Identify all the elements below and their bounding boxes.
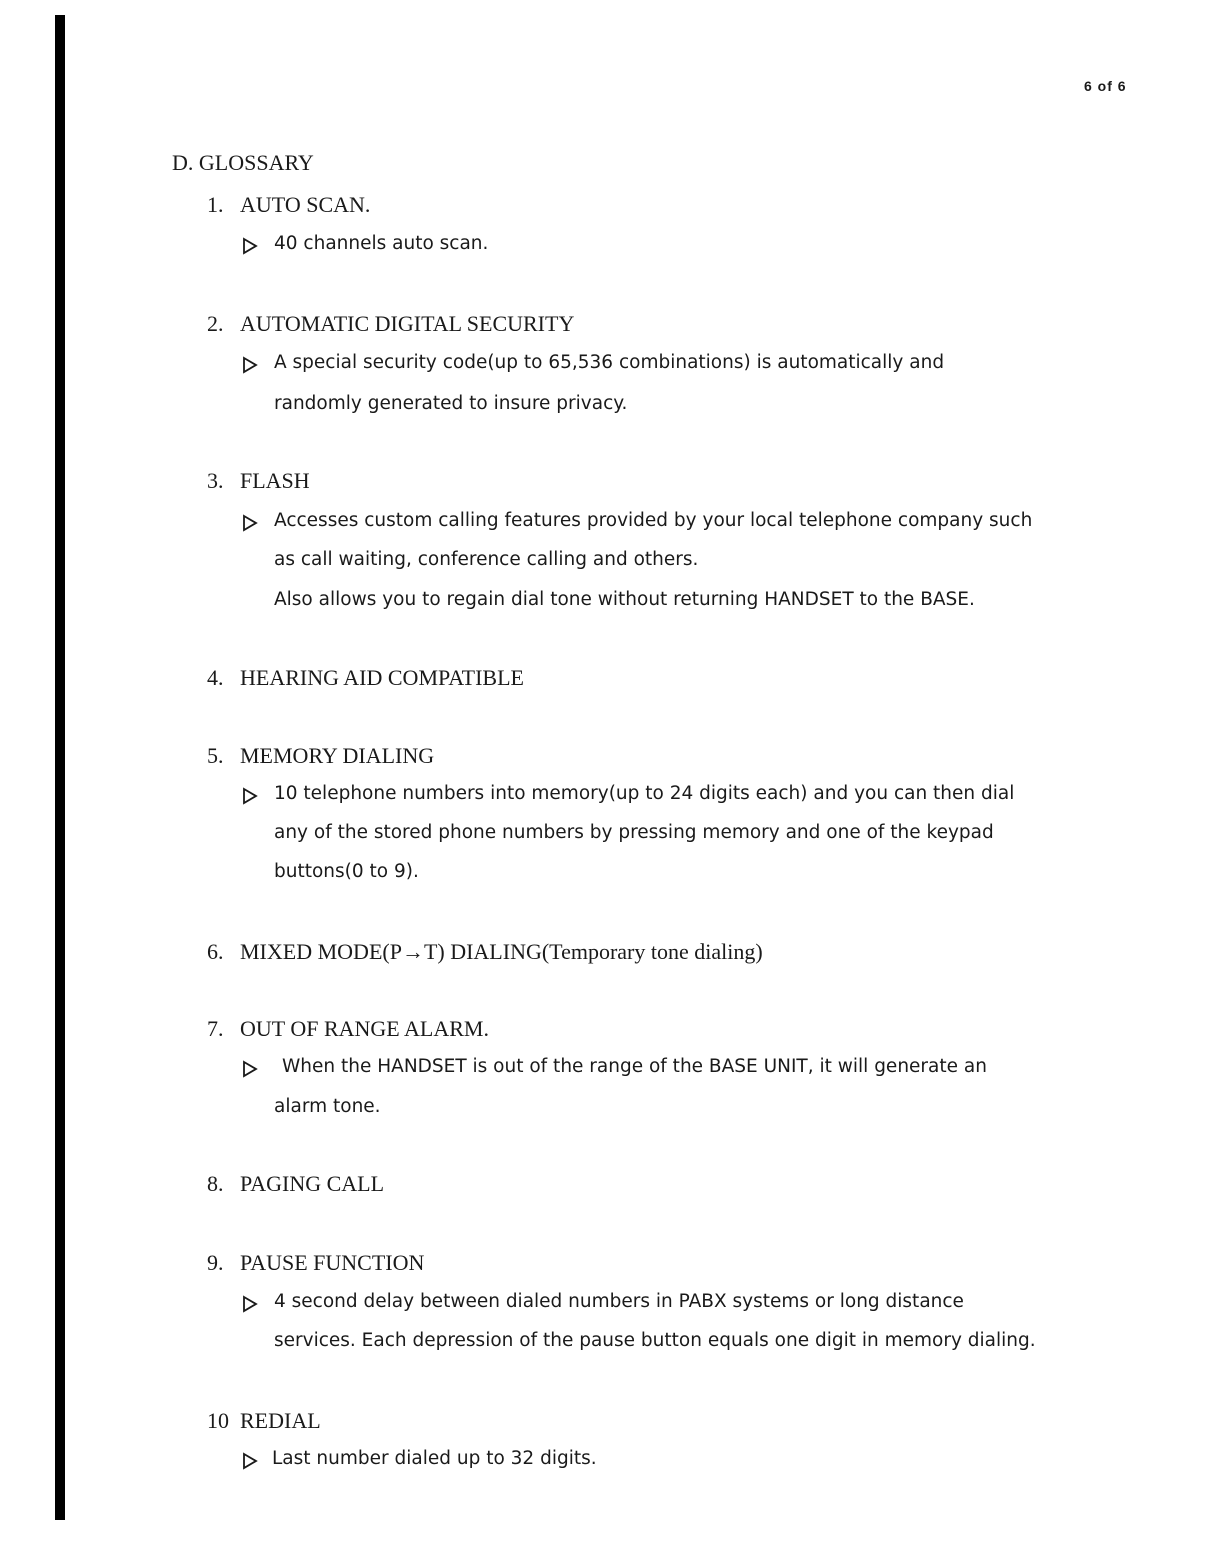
item-number: 5.: [207, 743, 224, 768]
item-number: 6.: [207, 939, 224, 964]
item-number: 4.: [207, 665, 224, 690]
item-number: 2.: [207, 311, 224, 336]
item-description-line: 40 channels auto scan.: [274, 233, 489, 254]
margin-bar: [55, 15, 65, 1520]
item-description-line: any of the stored phone numbers by pressing memory and one of the keypad: [274, 822, 994, 843]
item-title-text: PAUSE FUNCTION: [240, 1250, 425, 1275]
item-description-line: When the HANDSET is out of the range of the BASE UNIT, it will generate an: [282, 1056, 987, 1077]
item-number: 3.: [207, 468, 224, 493]
item-title-text: PAGING CALL: [240, 1171, 385, 1196]
item-number: 8.: [207, 1171, 224, 1196]
item-description-line: 4 second delay between dialed numbers in PABX systems or long distance: [274, 1291, 964, 1312]
section-title: GLOSSARY: [198, 150, 314, 175]
glossary-item-title: [207, 192, 370, 218]
glossary-item-title: [207, 1250, 424, 1276]
item-description-line: Accesses custom calling features provided by your local telephone company such: [274, 510, 1033, 531]
glossary-item-title: [207, 468, 310, 494]
item-description-line: 10 telephone numbers into memory(up to 24 digits each) and you can then dial: [274, 783, 1015, 804]
item-description-line: Also allows you to regain dial tone without returning HANDSET to the BASE.: [274, 589, 975, 610]
glossary-item-title: [207, 743, 434, 769]
glossary-item-title: [207, 665, 524, 691]
item-description-line: as call waiting, conference calling and others.: [274, 549, 699, 570]
triangle-bullet-icon: [242, 1295, 266, 1315]
item-description-line: services. Each depression of the pause button equals one digit in memory dialing.: [274, 1330, 1036, 1351]
item-description-line: Last number dialed up to 32 digits.: [272, 1448, 597, 1469]
item-title-text: MEMORY DIALING: [240, 743, 435, 768]
item-description-line: randomly generated to insure privacy.: [274, 393, 628, 414]
section-heading: [172, 150, 314, 176]
item-description-line: alarm tone.: [274, 1096, 381, 1117]
glossary-item-title: [207, 1171, 384, 1197]
item-number: 9.: [207, 1250, 224, 1275]
triangle-bullet-icon: [242, 787, 266, 807]
triangle-bullet-icon: [242, 356, 266, 376]
item-title-text: AUTOMATIC DIGITAL SECURITY: [240, 311, 575, 336]
item-title-text: OUT OF RANGE ALARM.: [240, 1016, 489, 1041]
item-number: 10: [207, 1408, 229, 1433]
item-title-text: HEARING AID COMPATIBLE: [240, 665, 524, 690]
item-description-line: buttons(0 to 9).: [274, 861, 419, 882]
item-title-text: REDIAL: [240, 1408, 321, 1433]
section-letter: D.: [172, 150, 194, 175]
item-title-text: FLASH: [240, 468, 310, 493]
glossary-item-title: [207, 1408, 321, 1434]
page-number: 6 of 6: [1084, 78, 1127, 94]
triangle-bullet-icon: [242, 1060, 266, 1080]
triangle-bullet-icon: [242, 237, 266, 257]
triangle-bullet-icon: [242, 1452, 266, 1472]
item-description-line: A special security code(up to 65,536 combinations) is automatically and: [274, 352, 945, 373]
item-title-text: MIXED MODE(P→T) DIALING(Temporary tone dialing): [240, 939, 763, 964]
item-number: 1.: [207, 192, 224, 217]
glossary-item-title: [207, 939, 763, 965]
item-number: 7.: [207, 1016, 224, 1041]
glossary-item-title: [207, 311, 574, 337]
item-title-text: AUTO SCAN.: [240, 192, 371, 217]
triangle-bullet-icon: [242, 514, 266, 534]
glossary-item-title: [207, 1016, 489, 1042]
